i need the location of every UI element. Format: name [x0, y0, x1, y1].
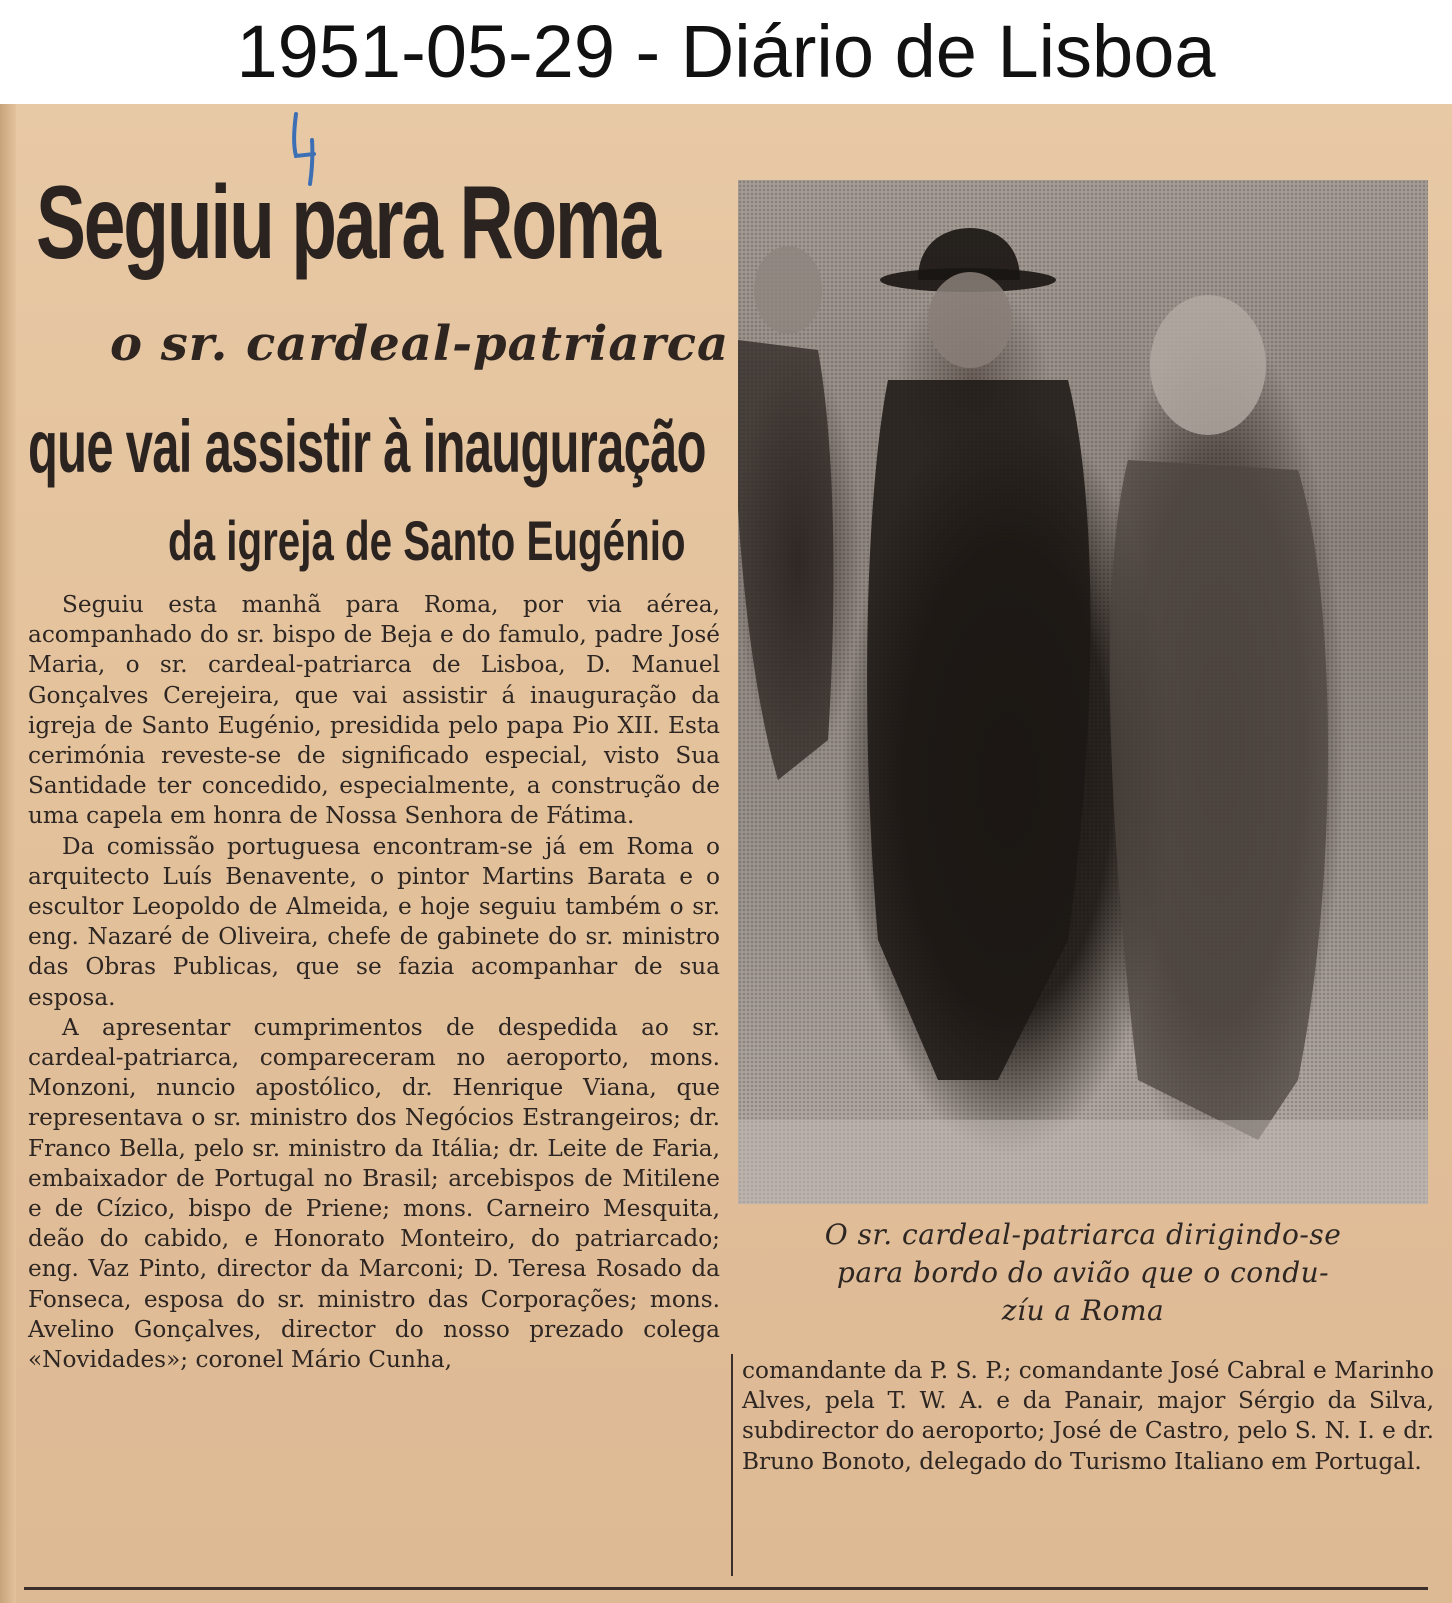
caption-line: O sr. cardeal-patriarca dirigindo-se — [824, 1218, 1342, 1251]
caption-line: zíu a Roma — [1001, 1294, 1165, 1327]
article-continuation: comandante da P. S. P.; comandante José Cabral e Marinho Alves, pela T. W. A. e da Panair, major Sérgio da Silva, subdirector do aeroporto; José de Castro, pelo S. N. I. e dr. Bruno Bonoto, delegado do Turismo Italiano em Portugal. — [742, 1357, 1434, 1475]
article-body-right-column — [742, 1356, 1434, 1477]
caption-line: para bordo do avião que o condu- — [836, 1256, 1330, 1289]
article-subhead-2: que vai assistir à inauguração — [28, 405, 706, 488]
article-photo — [738, 180, 1428, 1204]
photo-caption — [736, 1216, 1430, 1330]
article-paragraph: Seguiu esta manhã para Roma, por via aérea, acompanhado do sr. bispo de Beja e do famulo, padre José Maria, o sr. cardeal-patriarca de Lisboa, D. Manuel Gonçalves Cerejeira, que vai assistir á inauguração da igreja de Santo Eugénio, presidida pelo papa Pio XII. Esta cerimónia reveste-se de significado especial, visto Sua Santidade ter concedido, especialmente, a construção de uma capela em honra de Nossa Senhora de Fátima. — [28, 591, 720, 830]
column-divider — [731, 1354, 733, 1576]
newspaper-clipping — [0, 104, 1452, 1603]
article-body-left-column — [28, 590, 720, 1375]
clipping-edge-shadow — [0, 104, 16, 1603]
article-paragraph: Da comissão portuguesa encontram-se já em Roma o arquitecto Luís Benavente, o pintor Martins Barata e o escultor Leopoldo de Almeida, e hoje seguiu também o sr. eng. Nazaré de Oliveira, chefe de gabinete do sr. ministro das Obras Publicas, que se fazia acompanhar de sua esposa. — [28, 832, 720, 1011]
article-subhead-3: da igreja de Santo Eugénio — [168, 509, 686, 572]
article-subhead-1: o sr. cardeal-patriarca — [110, 316, 730, 372]
bottom-rule — [24, 1587, 1428, 1590]
header-title: 1951-05-29 - Diário de Lisboa — [236, 10, 1216, 93]
article-headline: Seguiu para Roma — [36, 165, 659, 281]
article-paragraph: A apresentar cumprimentos de despedida ao sr. cardeal-patriarca, compareceram no aeroporto, mons. Monzoni, nuncio apostólico, dr. Henrique Viana, que representava o sr. ministro dos Negócios Estrangeiros; dr. Franco Bella, pelo sr. ministro da Itália; dr. Leite de Faria, embaixador de Portugal no Brasil; arcebispos de Mitilene e de Cízico, bispo de Priene; mons. Carneiro Mesquita, deão do cabido, e Honorato Monteiro, do patriarcado; eng. Vaz Pinto, director da Marconi; D. Teresa Rosado da Fonseca, esposa do sr. ministro das Corporações; mons. Avelino Gonçalves, director do nosso prezado colega «Novidades»; coronel Mário Cunha, — [28, 1013, 720, 1374]
photo-figures-icon — [738, 180, 1428, 1204]
page-header — [0, 0, 1452, 104]
